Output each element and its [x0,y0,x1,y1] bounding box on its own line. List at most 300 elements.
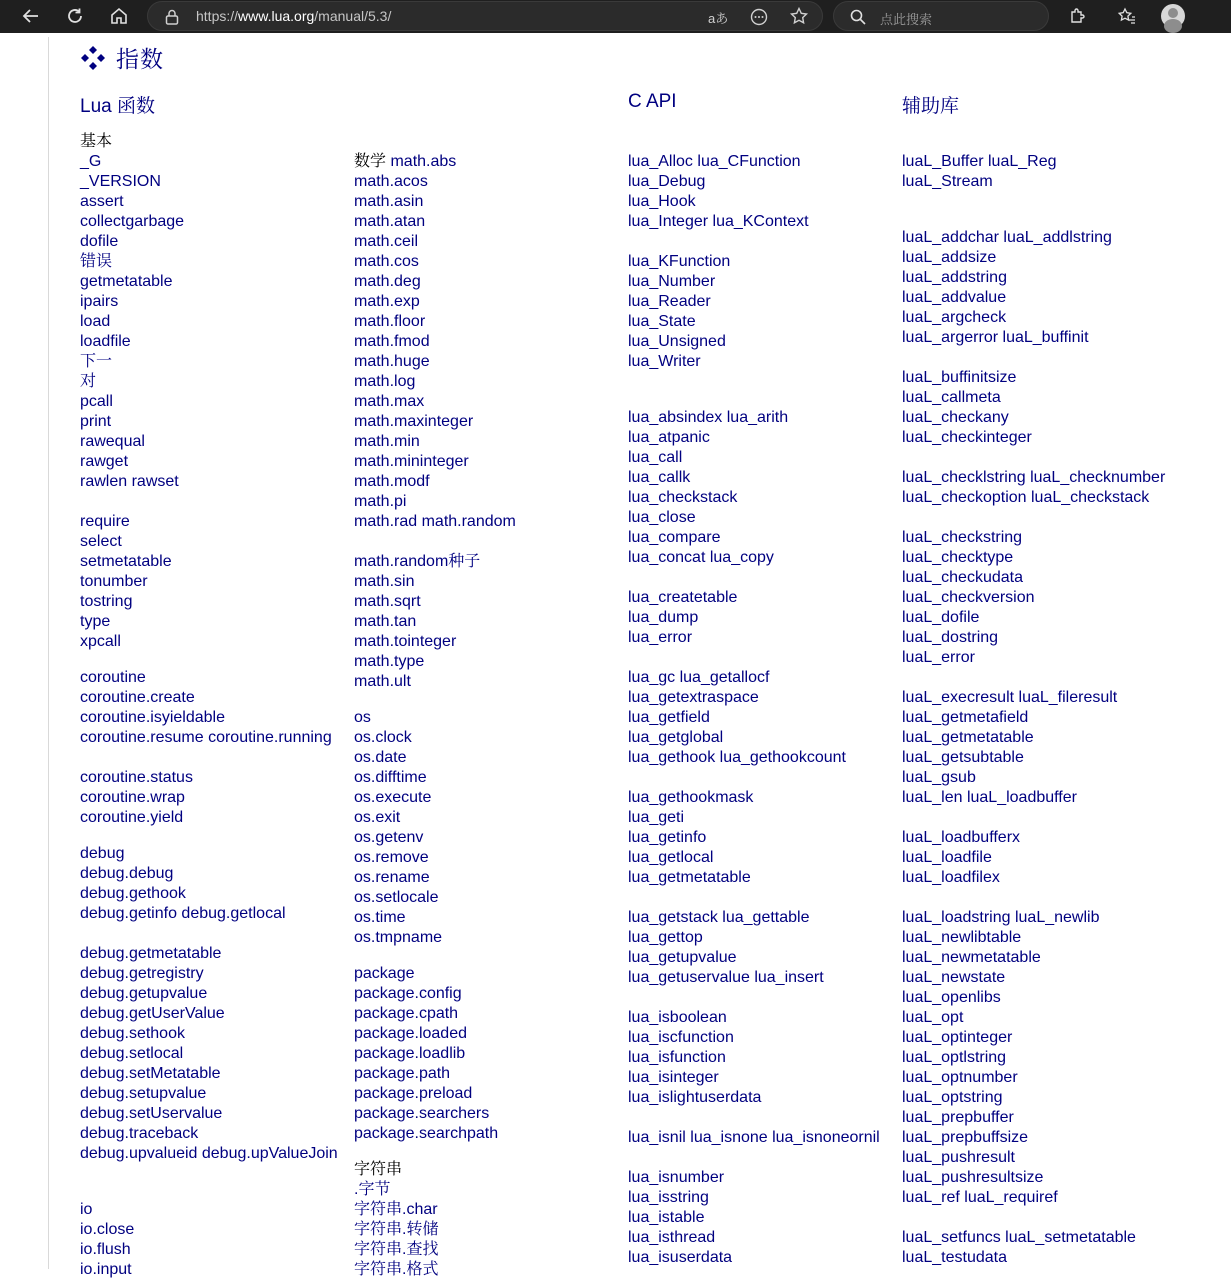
index-link[interactable]: lua_getglobal [628,729,724,746]
index-link[interactable]: luaL_Stream [902,173,993,190]
index-link[interactable]: luaL_addsize [902,249,997,266]
index-link[interactable]: luaL_fileresult [1014,689,1118,706]
index-link[interactable]: package.loaded [354,1025,467,1042]
lock-icon [165,9,179,25]
index-link[interactable]: debug.setlocal [80,1045,184,1062]
index-link[interactable]: lua_gettop [628,929,703,946]
index-link[interactable]: lua_iscfunction [628,1029,734,1046]
search-box[interactable] [833,1,1049,31]
index-row [628,668,880,688]
index-link[interactable]: os.date [354,749,407,766]
index-link[interactable]: math.mininteger [354,453,469,470]
index-link[interactable]: math.cos [354,253,419,270]
index-link[interactable]: xpcall [80,633,121,650]
index-row [628,1168,880,1188]
index-link[interactable]: os.clock [354,729,412,746]
index-link[interactable]: 字符串.char [354,1201,438,1218]
index-link[interactable]: os.rename [354,869,430,886]
index-link[interactable]: os.setlocale [354,889,439,906]
index-link[interactable]: debug.getmetatable [80,945,222,962]
index-link[interactable]: math.max [354,393,425,410]
index-link[interactable]: lua_Alloc [628,153,693,170]
index-row [902,152,1165,172]
index-link[interactable]: rawget [80,453,129,470]
index-row [902,1248,1165,1268]
index-link[interactable]: luaL_checkstack [1026,489,1150,506]
index-link[interactable]: package [354,965,415,982]
index-row [628,1028,880,1048]
favorite-star-icon[interactable] [790,7,808,25]
index-row [628,628,880,648]
index-link[interactable]: luaL_loadfile [902,849,992,866]
index-link[interactable]: os.remove [354,849,429,866]
index-link[interactable]: package.preload [354,1085,473,1102]
index-link[interactable]: lua_Integer [628,213,709,230]
index-link[interactable]: package.searchpath [354,1125,499,1142]
index-link[interactable]: ipairs [80,293,119,310]
index-row [628,968,880,988]
index-link[interactable]: debug.setUservalue [80,1105,223,1122]
index-link[interactable]: assert [80,193,124,210]
index-link[interactable]: 字符串.转储 [354,1221,439,1238]
index-link[interactable]: luaL_addstring [902,269,1007,286]
index-row [354,372,516,392]
address-bar[interactable] [147,1,823,31]
index-link[interactable]: luaL_optstring [902,1089,1003,1106]
index-row [80,532,338,552]
browser-toolbar [0,0,1231,33]
index-link[interactable]: lua_absindex [628,409,723,426]
home-button[interactable] [104,2,134,30]
index-link[interactable]: type [80,613,111,630]
index-link[interactable]: math.exp [354,293,420,310]
search-icon [850,9,866,25]
index-link[interactable]: luaL_loadbuffer [962,789,1077,806]
index-row [354,1044,516,1064]
index-link[interactable]: math.huge [354,353,430,370]
index-link[interactable]: luaL_prepbuffsize [902,1129,1029,1146]
index-link[interactable]: setmetatable [80,553,172,570]
index-link[interactable]: lua_Unsigned [628,333,726,350]
index-row [628,448,880,468]
index-row [628,948,880,968]
index-link[interactable]: luaL_loadstring [902,909,1011,926]
index-link[interactable]: math.log [354,373,416,390]
index-link[interactable]: package.cpath [354,1005,459,1022]
index-link[interactable]: math.abs [386,153,457,170]
index-link[interactable]: debug.getinfo [80,905,177,922]
index-link[interactable]: io.input [80,1261,132,1278]
index-link[interactable]: debug.getUserValue [80,1005,225,1022]
index-link[interactable]: luaL_addchar [902,229,999,246]
index-link[interactable]: lua_Number [628,273,716,290]
index-row [902,1228,1165,1248]
index-link[interactable]: math.pi [354,493,407,510]
index-link[interactable]: luaL_checkstring [902,529,1023,546]
index-link[interactable]: lua_checkstack [628,489,738,506]
index-link[interactable]: math.sin [354,573,415,590]
index-link[interactable]: os [354,709,371,726]
index-link[interactable]: collectgarbage [80,213,185,230]
index-link[interactable]: lua_getlocal [628,849,714,866]
index-link[interactable]: lua_dump [628,609,699,626]
left-border-line [48,37,49,1269]
blank-row [628,372,880,392]
index-link[interactable]: math.random种子 [354,553,481,570]
index-link[interactable]: luaL_buffinit [998,329,1089,346]
index-link[interactable]: lua_isnumber [628,1169,725,1186]
index-link[interactable]: os.difftime [354,769,427,786]
index-link[interactable]: debug.setupvalue [80,1085,207,1102]
blank-row [80,1164,338,1184]
index-link[interactable]: lua_getuservalue [628,969,750,986]
index-link[interactable]: luaL_checkudata [902,569,1023,586]
index-link[interactable]: coroutine.status [80,769,193,786]
blank-row [80,924,338,944]
index-link[interactable]: package.searchers [354,1105,490,1122]
index-row [80,728,338,748]
index-link[interactable]: lua_isinteger [628,1069,719,1086]
index-link[interactable]: lua_KContext [708,213,809,230]
index-link[interactable]: luaL_getmetafield [902,709,1029,726]
index-link[interactable]: luaL_optnumber [902,1069,1018,1086]
home-icon [110,7,128,25]
index-link[interactable]: print [80,413,112,430]
index-link[interactable]: lua_insert [749,969,824,986]
index-link[interactable]: rawlen [80,473,128,490]
index-link[interactable]: luaL_checkversion [902,589,1035,606]
auxiliary-library-column [902,132,1165,1268]
index-link[interactable]: rawset [127,473,179,490]
index-link[interactable]: math.acos [354,173,428,190]
index-link[interactable]: coroutine.running [203,729,332,746]
index-link[interactable]: math.atan [354,213,426,230]
index-link[interactable]: math.min [354,433,420,450]
index-link[interactable]: 下一 [80,353,113,370]
index-link[interactable]: lua_arith [722,409,789,426]
index-link[interactable]: coroutine.wrap [80,789,185,806]
index-link[interactable]: debug.getlocal [176,905,286,922]
index-link[interactable]: lua_geti [628,809,685,826]
index-row [80,1104,338,1124]
index-row [902,488,1165,508]
index-link[interactable]: os.execute [354,789,432,806]
index-row [628,312,880,332]
index-link[interactable]: luaL_newlibtable [902,929,1022,946]
index-row [628,548,880,568]
index-link[interactable]: luaL_openlibs [902,989,1001,1006]
index-row [80,904,338,924]
index-link[interactable]: math.tointeger [354,633,457,650]
index-link[interactable]: luaL_loadbufferx [902,829,1021,846]
index-link[interactable]: luaL_setmetatable [1000,1229,1136,1246]
index-link[interactable]: lua_Writer [628,353,701,370]
index-link[interactable]: math.ceil [354,233,419,250]
index-link[interactable]: 字符串.格式 [354,1261,439,1278]
index-row [80,172,338,192]
index-row [80,212,338,232]
index-link[interactable]: coroutine.yield [80,809,184,826]
index-link[interactable]: package.config [354,985,462,1002]
index-link[interactable]: luaL_setfuncs [902,1229,1001,1246]
index-link[interactable]: lua_isfunction [628,1049,726,1066]
index-row [902,1168,1165,1188]
index-row [628,252,880,272]
index-link[interactable]: luaL_getsubtable [902,749,1024,766]
index-link[interactable]: luaL_newmetatable [902,949,1041,966]
index-link[interactable]: debug.upvalueid [80,1145,198,1162]
index-link[interactable]: os.time [354,909,406,926]
more-tools-icon[interactable] [750,8,768,26]
index-link[interactable]: luaL_gsub [902,769,976,786]
index-link[interactable]: .字节 [354,1181,391,1198]
index-link[interactable]: debug.debug [80,865,174,882]
index-link[interactable]: io.flush [80,1241,131,1258]
index-link[interactable]: tostring [80,593,133,610]
index-link[interactable]: debug.sethook [80,1025,185,1042]
index-link[interactable]: luaL_buffinitsize [902,369,1017,386]
index-row [80,768,338,788]
index-link[interactable]: luaL_checknumber [1025,469,1166,486]
index-row [80,1240,338,1260]
index-link[interactable]: luaL_checktype [902,549,1014,566]
read-aloud-icon[interactable]: aあ [708,11,729,26]
index-link[interactable]: debug.gethook [80,885,186,902]
index-link[interactable]: luaL_newlib [1010,909,1100,926]
index-link[interactable]: debug.getupvalue [80,985,208,1002]
index-link[interactable]: luaL_pushresultsize [902,1169,1044,1186]
index-link[interactable]: luaL_checkany [902,409,1009,426]
index-row [354,1064,516,1084]
index-link[interactable]: lua_isstring [628,1189,709,1206]
index-row [902,648,1165,668]
index-link[interactable]: luaL_dostring [902,629,999,646]
reload-button[interactable] [60,2,90,30]
blank-row [902,808,1165,828]
index-link[interactable]: luaL_ref [902,1189,960,1206]
index-link[interactable]: lua_islightuserdata [628,1089,762,1106]
index-row [902,172,1165,192]
index-link[interactable]: math.modf [354,473,430,490]
index-link[interactable]: load [80,313,111,330]
index-link[interactable]: debug.getregistry [80,965,204,982]
index-link[interactable]: lua_Hook [628,193,696,210]
index-link[interactable]: _G [80,153,102,170]
index-link[interactable]: luaL_execresult [902,689,1015,706]
index-link[interactable]: pcall [80,393,113,410]
index-link[interactable]: lua_isnone [685,1129,768,1146]
index-link[interactable]: lua_gethookmask [628,789,754,806]
index-link[interactable]: debug.upValueJoin [197,1145,338,1162]
index-link[interactable]: dofile [80,233,119,250]
index-link[interactable]: luaL_argerror [902,329,999,346]
index-link[interactable]: luaL_loadfilex [902,869,1000,886]
index-row [80,1260,338,1280]
index-link[interactable]: lua_isboolean [628,1009,727,1026]
index-link[interactable]: debug.traceback [80,1125,199,1142]
index-link[interactable]: luaL_Reg [983,153,1057,170]
index-row [354,352,516,372]
index-link[interactable]: math.asin [354,193,424,210]
index-row [902,1088,1165,1108]
index-link[interactable]: lua_callk [628,469,691,486]
index-link[interactable]: os.tmpname [354,929,443,946]
blank-row [902,448,1165,468]
category-label: 字符串 [354,1161,403,1178]
index-link[interactable]: lua_gethookcount [715,749,846,766]
index-link[interactable]: luaL_optlstring [902,1049,1007,1066]
index-link[interactable]: luaL_addlstring [998,229,1112,246]
back-button[interactable] [16,2,46,30]
index-row [80,312,338,332]
index-link[interactable]: lua_Debug [628,173,706,190]
index-row [354,708,516,728]
index-link[interactable]: lua_getallocf [675,669,770,686]
lua-functions-column-1 [80,132,338,1280]
index-link[interactable]: luaL_getmetatable [902,729,1034,746]
index-link[interactable]: lua_getextraspace [628,689,759,706]
index-link[interactable]: lua_State [628,313,696,330]
index-link[interactable]: coroutine.create [80,689,195,706]
profile-avatar[interactable] [1161,4,1185,28]
index-link[interactable]: tonumber [80,573,148,590]
index-link[interactable]: loadfile [80,333,131,350]
index-link[interactable]: lua_copy [705,549,774,566]
index-link[interactable]: luaL_pushresult [902,1149,1015,1166]
index-link[interactable]: coroutine.isyieldable [80,709,225,726]
index-link[interactable]: math.fmod [354,333,430,350]
favorites-button[interactable] [1112,2,1142,30]
index-link[interactable]: math.rad [354,513,418,530]
index-link[interactable]: lua_compare [628,529,721,546]
index-link[interactable]: luaL_len [902,789,963,806]
index-link[interactable]: lua_istable [628,1209,705,1226]
index-link[interactable]: lua_getmetatable [628,869,751,886]
blank-row [354,532,516,552]
index-link[interactable]: coroutine [80,669,146,686]
index-link[interactable]: lua_getupvalue [628,949,737,966]
index-link[interactable]: os.getenv [354,829,424,846]
index-link[interactable]: luaL_requiref [959,1189,1058,1206]
index-row [354,1084,516,1104]
blank-row [902,348,1165,368]
index-link[interactable]: debug [80,845,125,862]
index-link[interactable]: _VERSION [80,173,161,190]
index-link[interactable]: lua_call [628,449,683,466]
index-link[interactable]: select [80,533,122,550]
index-link[interactable]: lua_getinfo [628,829,707,846]
index-row [80,1064,338,1084]
index-link[interactable]: lua_gc [628,669,676,686]
index-link[interactable]: debug.setMetatable [80,1065,221,1082]
index-link[interactable]: luaL_prepbuffer [902,1109,1014,1126]
index-row [80,152,338,172]
index-link[interactable]: io [80,1201,93,1218]
index-link[interactable]: luaL_callmeta [902,389,1001,406]
index-link[interactable]: lua_isnil [628,1129,686,1146]
index-link[interactable]: require [80,513,130,530]
index-row [902,248,1165,268]
extensions-button[interactable] [1063,2,1093,30]
index-row [354,672,516,692]
index-link[interactable]: lua_close [628,509,696,526]
index-link[interactable]: lua_atpanic [628,429,710,446]
index-row [902,1148,1165,1168]
index-link[interactable]: lua_isnoneornil [767,1129,880,1146]
index-link[interactable]: math.type [354,653,425,670]
index-link[interactable]: getmetatable [80,273,173,290]
index-row [628,192,880,212]
index-link[interactable]: luaL_checklstring [902,469,1026,486]
index-link[interactable]: math.maxinteger [354,413,474,430]
index-link[interactable]: math.tan [354,613,417,630]
index-link[interactable]: io.close [80,1221,135,1238]
index-link[interactable]: lua_Reader [628,293,711,310]
index-link[interactable]: math.ult [354,673,411,690]
index-link[interactable]: 对 [80,373,97,390]
index-row [80,352,338,372]
index-row [80,844,338,864]
index-link[interactable]: math.random [417,513,516,530]
index-link[interactable]: lua_getfield [628,709,710,726]
index-link[interactable]: lua_gethook [628,749,716,766]
index-link[interactable]: lua_concat [628,549,706,566]
index-link[interactable]: rawequal [80,433,145,450]
index-link[interactable]: 字符串.查找 [354,1241,439,1258]
index-link[interactable]: lua_KFunction [628,253,731,270]
index-link[interactable]: package.path [354,1065,451,1082]
index-row [354,828,516,848]
index-row [628,1048,880,1068]
index-row [80,1200,338,1220]
index-link[interactable]: lua_error [628,629,693,646]
index-link[interactable]: luaL_testudata [902,1249,1007,1266]
index-link[interactable]: lua_createtable [628,589,738,606]
index-link[interactable]: lua_isthread [628,1229,716,1246]
index-row [628,152,880,172]
index-link[interactable]: luaL_error [902,649,975,666]
index-link[interactable]: luaL_checkinteger [902,429,1032,446]
index-link[interactable]: luaL_argcheck [902,309,1007,326]
blank-row [628,768,880,788]
index-link[interactable]: luaL_checkoption [902,489,1027,506]
index-row [628,808,880,828]
index-link[interactable]: luaL_opt [902,1009,964,1026]
index-row [902,688,1165,708]
index-link[interactable]: luaL_addvalue [902,289,1007,306]
index-row [354,392,516,412]
index-link[interactable]: package.loadlib [354,1045,466,1062]
index-link[interactable]: lua_isuserdata [628,1249,733,1266]
page-title: 指数 [116,46,164,72]
index-row [628,868,880,888]
index-link[interactable]: 错误 [80,253,113,270]
index-link[interactable]: math.floor [354,313,426,330]
index-link[interactable]: lua_getstack [628,909,718,926]
index-link[interactable]: luaL_optinteger [902,1029,1013,1046]
index-link[interactable]: math.deg [354,273,421,290]
index-link[interactable]: math.sqrt [354,593,421,610]
index-link[interactable]: lua_gettable [717,909,810,926]
index-row [628,788,880,808]
index-row [628,272,880,292]
index-link[interactable]: coroutine.resume [80,729,204,746]
index-link[interactable]: lua_CFunction [692,153,801,170]
index-link[interactable]: luaL_dofile [902,609,980,626]
index-link[interactable]: luaL_Buffer [902,153,984,170]
index-link[interactable]: luaL_newstate [902,969,1006,986]
index-link[interactable]: os.exit [354,809,401,826]
